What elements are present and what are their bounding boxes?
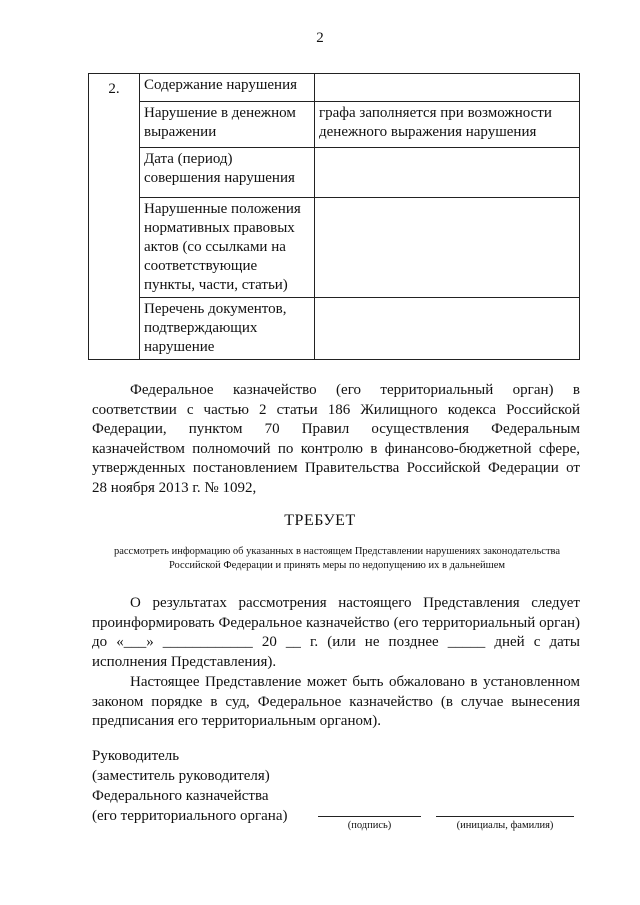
table-row	[89, 198, 580, 298]
name-line	[436, 816, 574, 817]
row-label: Нарушение в денежном выражении	[140, 102, 315, 148]
table-row	[89, 102, 580, 148]
row-label: Нарушенные положения нормативных правовых актов (со ссылками на соответствующие пункты, части, статьи)	[140, 198, 315, 298]
signature-block	[92, 746, 287, 826]
row-value: графа заполняется при возможности денежного выражения нарушения	[315, 102, 580, 148]
table-row	[89, 74, 580, 102]
table-row	[89, 298, 580, 360]
signature-caption: (подпись)	[347, 820, 392, 831]
name-caption: (инициалы, фамилия)	[456, 820, 554, 831]
row-value	[315, 198, 580, 298]
row-value	[315, 148, 580, 198]
row-label: Перечень документов, подтверждающих нарушение	[140, 298, 315, 360]
row-value	[315, 74, 580, 102]
item-number: 2.	[89, 74, 140, 360]
violation-table	[88, 73, 580, 360]
signature-line	[318, 816, 421, 817]
appeal-paragraph: Настоящее Представление может быть обжаловано в установленном законом порядке в суд, Федеральное казначейство (в случае вынесения предписания его территориальным органом).	[92, 674, 580, 729]
signer-title: Руководитель	[92, 748, 180, 764]
page-number: 2	[316, 30, 324, 46]
intro-paragraph: Федеральное казначейство (его территориальный орган) в соответствии с частью 2 статьи 186 Жилищного кодекса Российской Федерации, пунктом 70 Правил осуществления Федеральным казначейством полномочий по контролю в финансово-бюджетной сфере, утвержденных постановлением Правительства Российской Федерации от 28 ноября 2013 г. № 1092,	[92, 382, 580, 496]
demand-heading: ТРЕБУЕТ	[284, 512, 356, 529]
signer-title: Федерального казначейства	[92, 788, 269, 804]
results-paragraph: О результатах рассмотрения настоящего Представления следует проинформировать Федеральное казначейство (его территориальный орган) до «___» ____________ 20 __ г. (или не позднее _____ дней с даты исполнения Представления).	[92, 595, 580, 670]
row-label: Содержание нарушения	[140, 74, 315, 102]
row-value	[315, 298, 580, 360]
row-label: Дата (период) совершения нарушения	[140, 148, 315, 198]
table-row	[89, 148, 580, 198]
signer-title: (заместитель руководителя)	[92, 768, 270, 784]
signer-title: (его территориального органа)	[92, 808, 288, 824]
demand-text: рассмотреть информацию об указанных в настоящем Представлении нарушениях законодательства Российской Федерации и принять меры по недопущению их в дальнейшем	[113, 546, 561, 571]
